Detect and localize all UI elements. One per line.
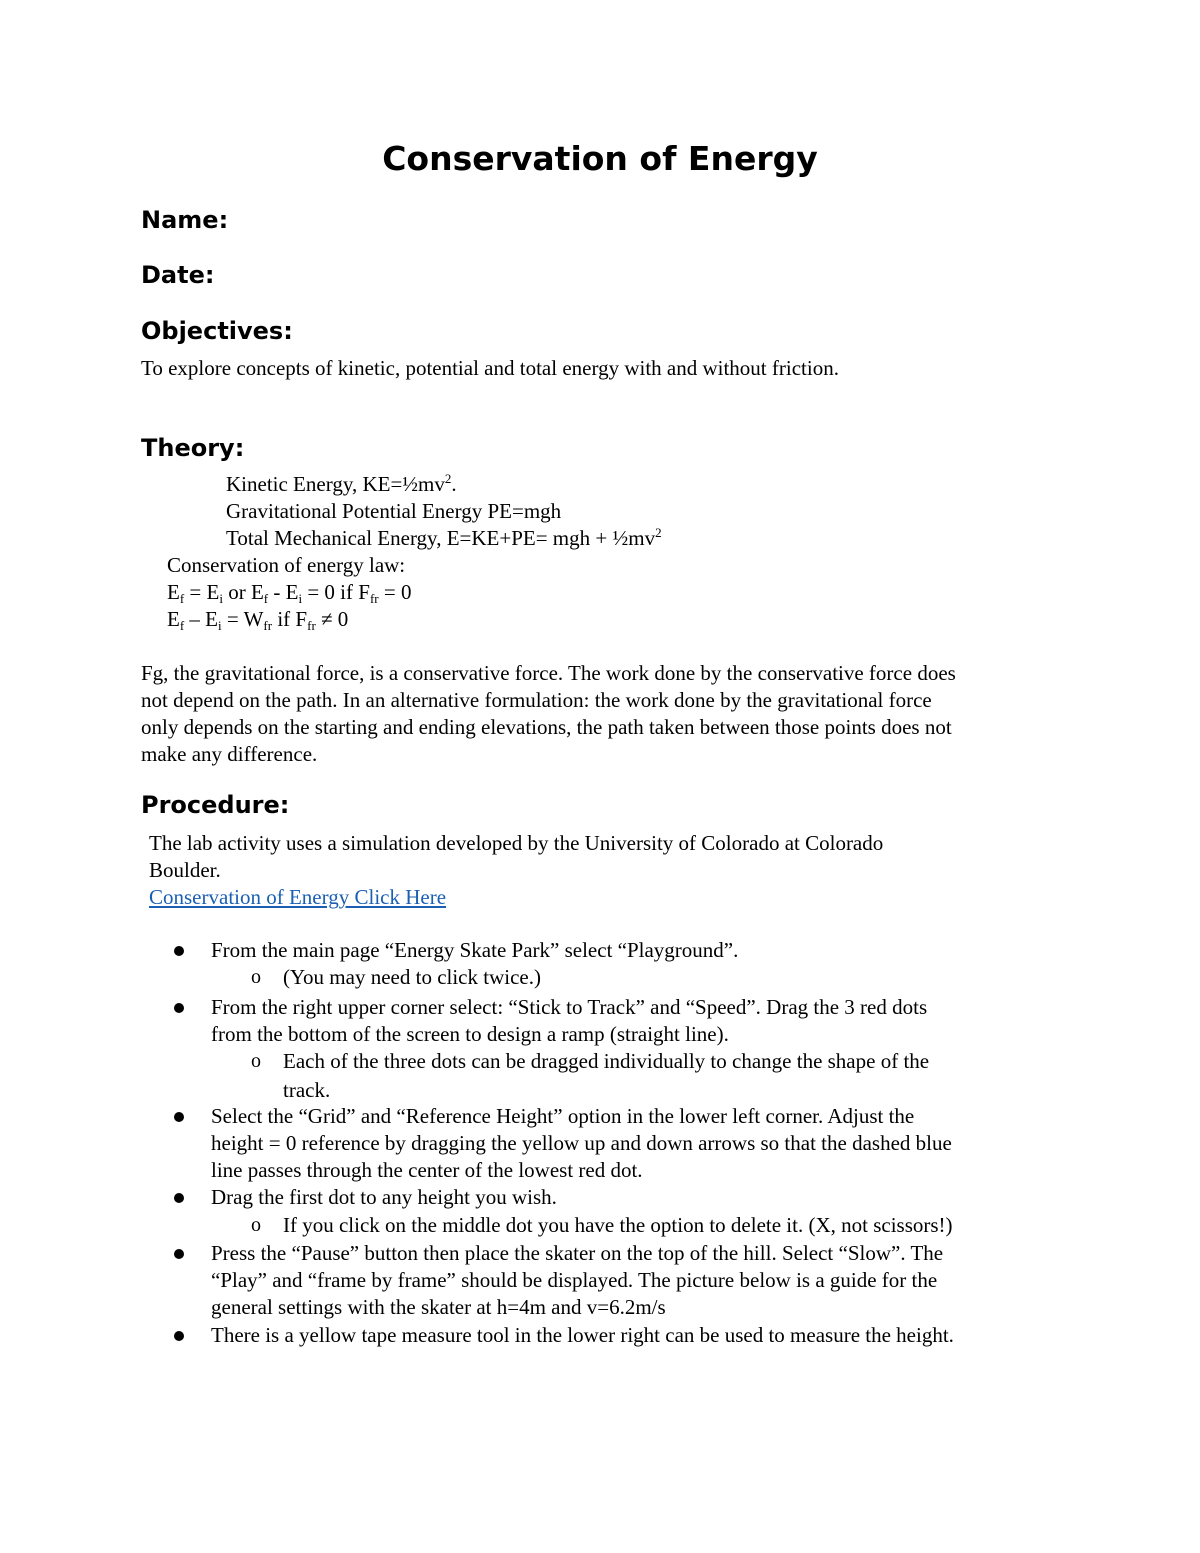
paragraph-line: not depend on the path. In an alternative formulation: the work done by the gravitational force	[141, 688, 932, 712]
objectives-text: To explore concepts of kinetic, potential and total energy with and without friction.	[141, 356, 839, 380]
date-label: Date:	[141, 261, 215, 289]
list-item-text: “Play” and “frame by frame” should be displayed. The picture below is a guide for the	[211, 1268, 938, 1292]
procedure-heading: Procedure:	[141, 791, 290, 819]
list-item-text: general settings with the skater at h=4m and v=6.2m/s	[211, 1295, 666, 1319]
list-item-text: From the right upper corner select: “Stick to Track” and “Speed”. Drag the 3 red dots	[211, 995, 928, 1019]
theory-heading: Theory:	[141, 434, 245, 462]
list-item-text: track.	[283, 1078, 331, 1102]
list-item	[0, 937, 1200, 964]
list-item	[0, 994, 1200, 1048]
list-item-text: From the main page “Energy Skate Park” select “Playground”.	[211, 938, 739, 962]
sub-list-item	[0, 1212, 1200, 1239]
conservation-equation-1: $E_f = E_i$ or $E_f - E_i = 0$ if $F_{fr} = 0$	[167, 580, 412, 606]
sub-list-item	[0, 964, 1200, 991]
objectives-heading: Objectives:	[141, 317, 293, 345]
list-item-text: Select the “Grid” and “Reference Height” option in the lower left corner. Adjust the	[211, 1104, 915, 1128]
bullet-icon	[174, 1249, 184, 1259]
paragraph-line: The lab activity uses a simulation developed by the University of Colorado at Colorado	[149, 831, 884, 855]
name-label: Name:	[141, 206, 229, 234]
sub-list-item	[0, 1048, 1200, 1102]
list-item-text: If you click on the middle dot you have the option to delete it. (X, not scissors!)	[283, 1213, 953, 1237]
hollow-bullet-icon: o	[251, 1050, 261, 1072]
list-item	[0, 1184, 1200, 1211]
bullet-icon	[174, 1112, 184, 1122]
paragraph-line: make any difference.	[141, 742, 318, 766]
list-item-text: height = 0 reference by dragging the yellow up and down arrows so that the dashed blue	[211, 1131, 952, 1155]
list-item-text: Drag the first dot to any height you wish.	[211, 1185, 557, 1209]
bullet-icon	[174, 1193, 184, 1203]
bullet-icon	[174, 1331, 184, 1341]
conservation-equation-2: $E_f - E_i = W_{fr}$ if $F_{fr} \ne 0$	[167, 607, 349, 633]
list-item	[0, 1322, 1200, 1349]
list-item-text: There is a yellow tape measure tool in the lower right can be used to measure the height.	[211, 1323, 954, 1347]
list-item-text: (You may need to click twice.)	[283, 965, 541, 989]
hollow-bullet-icon: o	[251, 966, 261, 988]
paragraph-line: Boulder.	[149, 858, 221, 882]
procedure-intro	[149, 830, 1079, 884]
conservation-of-energy-link[interactable]: Conservation of Energy Click Here	[149, 885, 447, 909]
list-item-text: Each of the three dots can be dragged individually to change the shape of the	[283, 1049, 930, 1073]
hollow-bullet-icon: o	[251, 1214, 261, 1236]
total-energy-formula: Total Mechanical Energy, E=KE+PE= mgh + $\frac{1}{2}mv^2$	[226, 525, 662, 550]
conservation-law-label: Conservation of energy law:	[167, 553, 406, 577]
list-item	[0, 1103, 1200, 1184]
kinetic-energy-formula: Kinetic Energy, $KE=\frac{1}{2}mv^2$.	[226, 471, 457, 496]
bullet-icon	[174, 1003, 184, 1013]
list-item-text: line passes through the center of the lowest red dot.	[211, 1158, 643, 1182]
fg-paragraph	[141, 660, 1071, 768]
bullet-icon	[174, 946, 184, 956]
document-title: Conservation of Energy	[382, 139, 818, 178]
paragraph-line: Fg, the gravitational force, is a conservative force. The work done by the conservative force does	[141, 661, 956, 685]
list-item-text: Press the “Pause” button then place the skater on the top of the hill. Select “Slow”. The	[211, 1241, 944, 1265]
list-item-text: from the bottom of the screen to design a ramp (straight line).	[211, 1022, 729, 1046]
paragraph-line: only depends on the starting and ending elevations, the path taken between those points does not	[141, 715, 952, 739]
list-item	[0, 1240, 1200, 1321]
potential-energy-formula: Gravitational Potential Energy PE=mgh	[226, 499, 562, 523]
